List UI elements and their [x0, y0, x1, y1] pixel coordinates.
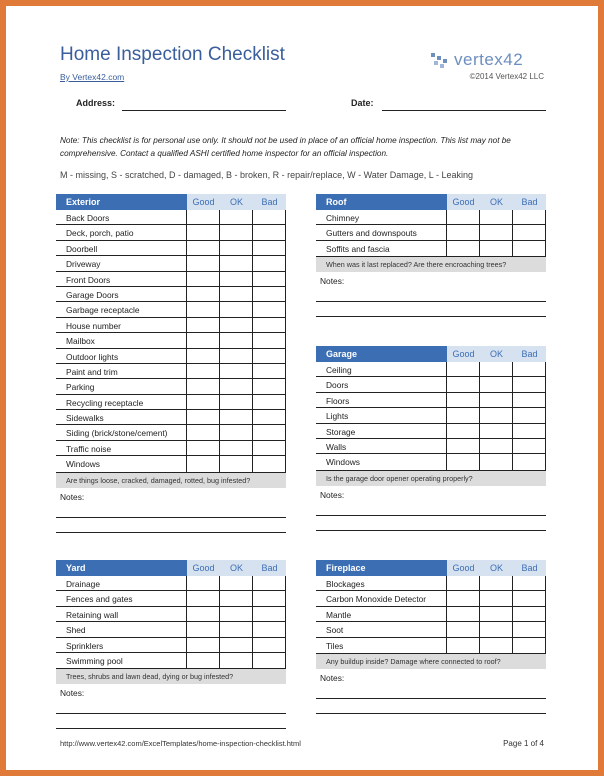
rating-cell-good[interactable]: [446, 591, 479, 605]
checklist-row: [56, 576, 285, 591]
rating-cell-bad[interactable]: [252, 241, 285, 255]
rating-cell-bad[interactable]: [252, 653, 285, 668]
checklist-row: [316, 576, 545, 591]
notes-label: Notes:: [60, 688, 85, 699]
rating-cell-bad[interactable]: [252, 333, 285, 347]
item-label: Doors: [326, 380, 349, 391]
item-label: Ceiling: [326, 365, 352, 375]
rating-cell-good[interactable]: [186, 364, 219, 378]
item-label: Blockages: [326, 579, 365, 589]
column-header-bad: Bad: [513, 194, 546, 210]
rating-cell-bad[interactable]: [512, 454, 545, 469]
rating-cell-bad[interactable]: [252, 302, 285, 316]
address-field[interactable]: [122, 110, 286, 111]
column-header-ok: OK: [480, 346, 513, 362]
notes-line[interactable]: [316, 698, 546, 699]
checklist-page: [6, 6, 598, 770]
column-header-good: Good: [447, 560, 480, 576]
section-title: Yard: [56, 560, 187, 576]
item-label: Front Doors: [66, 274, 111, 285]
rating-cell-ok[interactable]: [219, 638, 252, 652]
rating-cell-good[interactable]: [446, 225, 479, 239]
copyright-text: ©2014 Vertex42 LLC: [469, 72, 544, 81]
rating-cell-good[interactable]: [446, 393, 479, 407]
section-title: Fireplace: [316, 560, 447, 576]
section-title: Roof: [316, 194, 447, 210]
checklist-row: [316, 638, 545, 653]
notes-label: Notes:: [320, 489, 345, 500]
notes-line[interactable]: [56, 728, 286, 729]
checklist-row: [316, 377, 545, 392]
rating-cell-bad[interactable]: [252, 456, 285, 471]
rating-cell-bad[interactable]: [252, 210, 285, 224]
rating-cell-bad[interactable]: [252, 410, 285, 424]
checklist-row: [316, 439, 545, 454]
checklist-row: [316, 393, 545, 408]
notes-label: Notes:: [320, 276, 345, 287]
rating-cell-ok[interactable]: [219, 318, 252, 332]
column-header-good: Good: [447, 194, 480, 210]
item-label: Carbon Monoxide Detector: [326, 594, 427, 605]
disclaimer-note: Note: This checklist is for personal use only. It should not be used in place of an official home inspection. This list may not be comprehensive. Contact a qualified ASHI certified home inspector for an official inspection.: [60, 136, 511, 158]
rating-cell-ok[interactable]: [219, 410, 252, 424]
item-label: Shed: [66, 625, 86, 636]
item-label: Walls: [326, 441, 347, 452]
section-question: Are things loose, cracked, damaged, rotted, bug infested?: [56, 473, 286, 488]
item-label: Sidewalks: [66, 413, 104, 424]
checklist-row: [56, 364, 285, 379]
column-header-bad: Bad: [513, 560, 546, 576]
checklist-row: [56, 607, 285, 622]
rating-cell-bad[interactable]: [512, 393, 545, 407]
rating-cell-ok[interactable]: [219, 287, 252, 301]
rating-cell-good[interactable]: [446, 424, 479, 438]
item-label: Garage Doors: [66, 289, 119, 300]
rating-cell-good[interactable]: [186, 379, 219, 393]
notes-line[interactable]: [316, 515, 546, 516]
rating-cell-bad[interactable]: [252, 441, 285, 455]
rating-cell-bad[interactable]: [252, 638, 285, 652]
rating-cell-ok[interactable]: [479, 210, 512, 224]
checklist-row: [56, 272, 285, 287]
rating-cell-ok[interactable]: [219, 441, 252, 455]
item-label: Deck, porch, patio: [66, 228, 134, 239]
item-label: Windows: [326, 457, 360, 468]
rating-cell-good[interactable]: [186, 225, 219, 239]
section-title: Garage: [316, 346, 447, 362]
checklist-row: [56, 653, 285, 668]
rating-cell-good[interactable]: [186, 591, 219, 605]
exterior-section: [56, 194, 286, 533]
section-header: [56, 194, 286, 210]
checklist-row: [316, 424, 545, 439]
item-label: Mailbox: [66, 336, 95, 347]
rating-cell-bad[interactable]: [252, 576, 285, 590]
column-header-ok: OK: [480, 560, 513, 576]
rating-cell-ok[interactable]: [219, 272, 252, 286]
checklist-rows: [316, 362, 546, 471]
section-question: Is the garage door opener operating properly?: [316, 471, 546, 486]
checklist-row: [56, 425, 285, 440]
item-label: Soffits and fascia: [326, 243, 390, 254]
item-label: Storage: [326, 426, 356, 437]
section-title: Exterior: [56, 194, 187, 210]
checklist-row: [56, 349, 285, 364]
notes-line[interactable]: [316, 301, 546, 302]
notes-label: Notes:: [60, 491, 85, 502]
checklist-row: [56, 456, 285, 471]
item-label: Retaining wall: [66, 609, 119, 620]
checklist-row: [56, 591, 285, 606]
checklist-row: [316, 362, 545, 377]
rating-cell-ok[interactable]: [219, 225, 252, 239]
column-header-good: Good: [447, 346, 480, 362]
rating-cell-bad[interactable]: [512, 424, 545, 438]
rating-cell-ok[interactable]: [479, 377, 512, 391]
rating-cell-good[interactable]: [446, 638, 479, 653]
rating-cell-good[interactable]: [186, 607, 219, 621]
item-label: Siding (brick/stone/cement): [66, 428, 168, 439]
rating-cell-bad[interactable]: [512, 591, 545, 605]
rating-cell-good[interactable]: [186, 349, 219, 363]
rating-cell-bad[interactable]: [512, 210, 545, 224]
rating-cell-bad[interactable]: [512, 408, 545, 422]
item-label: Recycling receptacle: [66, 397, 144, 408]
item-label: Outdoor lights: [66, 351, 119, 362]
page-number: Page 1 of 4: [503, 739, 544, 748]
rating-cell-ok[interactable]: [479, 408, 512, 422]
notes-line[interactable]: [56, 517, 286, 518]
item-label: Swimming pool: [66, 655, 123, 666]
yard-section: [56, 560, 286, 729]
checklist-row: [56, 379, 285, 394]
rating-cell-good[interactable]: [186, 210, 219, 224]
rating-cell-bad[interactable]: [512, 638, 545, 653]
checklist-row: [316, 607, 545, 622]
rating-cell-good[interactable]: [446, 439, 479, 453]
checklist-rows: [56, 210, 286, 473]
checklist-row: [56, 622, 285, 637]
address-label: Address:: [76, 98, 116, 108]
section-header: [316, 346, 546, 362]
rating-cell-good[interactable]: [446, 210, 479, 224]
rating-cell-ok[interactable]: [479, 622, 512, 636]
notes-line[interactable]: [316, 530, 546, 531]
column-header-bad: Bad: [513, 346, 546, 362]
rating-cell-ok[interactable]: [219, 622, 252, 636]
rating-cell-ok[interactable]: [219, 302, 252, 316]
rating-cell-bad[interactable]: [252, 272, 285, 286]
rating-cell-ok[interactable]: [479, 576, 512, 590]
vertex42-logo-icon: [430, 51, 450, 69]
checklist-row: [316, 210, 545, 225]
notes-label: Notes:: [320, 672, 345, 683]
item-label: Mantle: [326, 609, 352, 620]
rating-cell-good[interactable]: [186, 395, 219, 409]
rating-cell-bad[interactable]: [252, 607, 285, 621]
item-label: Windows: [66, 459, 100, 470]
rating-cell-bad[interactable]: [512, 241, 545, 256]
rating-cell-bad[interactable]: [252, 379, 285, 393]
section-header: [316, 560, 546, 576]
rating-cell-bad[interactable]: [252, 225, 285, 239]
roof-section: [316, 194, 546, 317]
rating-cell-bad[interactable]: [252, 591, 285, 605]
rating-cell-ok[interactable]: [479, 393, 512, 407]
column-header-good: Good: [187, 560, 220, 576]
rating-cell-good[interactable]: [186, 441, 219, 455]
checklist-row: [316, 241, 545, 256]
rating-cell-ok[interactable]: [479, 225, 512, 239]
rating-cell-ok[interactable]: [479, 591, 512, 605]
rating-cell-good[interactable]: [186, 456, 219, 471]
rating-cell-ok[interactable]: [479, 362, 512, 376]
date-label: Date:: [351, 98, 374, 108]
rating-cell-bad[interactable]: [512, 439, 545, 453]
section-header: [316, 194, 546, 210]
rating-cell-good[interactable]: [186, 256, 219, 270]
checklist-row: [56, 395, 285, 410]
item-label: Gutters and downspouts: [326, 228, 417, 239]
logo-text: vertex42: [454, 50, 524, 69]
checklist-row: [316, 225, 545, 240]
rating-cell-bad[interactable]: [252, 622, 285, 636]
rating-cell-bad[interactable]: [252, 349, 285, 363]
rating-cell-bad[interactable]: [512, 622, 545, 636]
rating-cell-ok[interactable]: [479, 424, 512, 438]
checklist-row: [56, 441, 285, 456]
column-header-good: Good: [187, 194, 220, 210]
rating-cell-good[interactable]: [186, 638, 219, 652]
column-header-ok: OK: [480, 194, 513, 210]
column-header-bad: Bad: [253, 194, 286, 210]
rating-cell-good[interactable]: [186, 653, 219, 668]
date-field[interactable]: [382, 110, 546, 111]
rating-cell-good[interactable]: [186, 272, 219, 286]
rating-cell-good[interactable]: [446, 454, 479, 469]
item-label: Soot: [326, 625, 344, 636]
item-label: House number: [66, 320, 121, 331]
item-label: Paint and trim: [66, 366, 118, 377]
section-header: [56, 560, 286, 576]
notes-line[interactable]: [56, 532, 286, 533]
rating-cell-ok[interactable]: [219, 607, 252, 621]
rating-cell-bad[interactable]: [512, 377, 545, 391]
rating-cell-ok[interactable]: [219, 349, 252, 363]
checklist-row: [316, 408, 545, 423]
rating-cell-bad[interactable]: [252, 364, 285, 378]
rating-cell-good[interactable]: [186, 302, 219, 316]
checklist-row: [56, 210, 285, 225]
checklist-row: [316, 622, 545, 637]
notes-line[interactable]: [316, 316, 546, 317]
checklist-row: [316, 591, 545, 606]
checklist-row: [316, 454, 545, 469]
page-title: Home Inspection Checklist: [60, 44, 285, 65]
rating-cell-ok[interactable]: [219, 395, 252, 409]
rating-cell-good[interactable]: [446, 362, 479, 376]
rating-cell-ok[interactable]: [219, 653, 252, 668]
rating-cell-good[interactable]: [446, 576, 479, 590]
column-header-bad: Bad: [253, 560, 286, 576]
rating-cell-ok[interactable]: [219, 576, 252, 590]
rating-cell-good[interactable]: [186, 318, 219, 332]
checklist-row: [56, 287, 285, 302]
byline-link[interactable]: By Vertex42.com: [60, 72, 125, 82]
rating-cell-bad[interactable]: [252, 425, 285, 439]
rating-cell-good[interactable]: [186, 576, 219, 590]
item-label: Floors: [326, 395, 350, 406]
item-label: Garbage receptacle: [66, 305, 140, 316]
checklist-rows: [316, 576, 546, 654]
rating-cell-ok[interactable]: [219, 425, 252, 439]
checklist-row: [56, 318, 285, 333]
column-header-ok: OK: [220, 194, 253, 210]
checklist-row: [56, 225, 285, 240]
rating-cell-ok[interactable]: [479, 439, 512, 453]
footer-url[interactable]: http://www.vertex42.com/ExcelTemplates/home-inspection-checklist.html: [60, 739, 301, 748]
rating-cell-good[interactable]: [186, 333, 219, 347]
rating-cell-bad[interactable]: [252, 395, 285, 409]
rating-cell-good[interactable]: [186, 425, 219, 439]
item-label: Back Doors: [66, 213, 110, 223]
column-header-ok: OK: [220, 560, 253, 576]
checklist-rows: [56, 576, 286, 669]
item-label: Doorbell: [66, 243, 98, 254]
rating-cell-good[interactable]: [446, 241, 479, 256]
notes-line[interactable]: [56, 713, 286, 714]
rating-cell-good[interactable]: [446, 622, 479, 636]
rating-cell-bad[interactable]: [512, 607, 545, 621]
rating-cell-ok[interactable]: [219, 591, 252, 605]
rating-cell-ok[interactable]: [479, 638, 512, 653]
rating-cell-good[interactable]: [186, 622, 219, 636]
rating-cell-ok[interactable]: [479, 454, 512, 469]
rating-cell-ok[interactable]: [219, 256, 252, 270]
checklist-row: [56, 241, 285, 256]
rating-cell-good[interactable]: [186, 287, 219, 301]
rating-cell-ok[interactable]: [219, 241, 252, 255]
checklist-row: [56, 638, 285, 653]
rating-cell-bad[interactable]: [252, 256, 285, 270]
rating-cell-good[interactable]: [186, 241, 219, 255]
rating-cell-ok[interactable]: [219, 210, 252, 224]
rating-cell-bad[interactable]: [512, 362, 545, 376]
checklist-row: [56, 333, 285, 348]
item-label: Sprinklers: [66, 640, 104, 651]
fireplace-section: [316, 560, 546, 714]
garage-section: [316, 346, 546, 531]
rating-cell-ok[interactable]: [219, 379, 252, 393]
item-label: Lights: [326, 411, 349, 422]
section-question: When was it last replaced? Are there encroaching trees?: [316, 257, 546, 272]
notes-line[interactable]: [316, 713, 546, 714]
section-question: Any buildup inside? Damage where connected to roof?: [316, 654, 546, 669]
vertex42-logo: [430, 50, 523, 70]
rating-cell-ok[interactable]: [479, 241, 512, 256]
rating-cell-ok[interactable]: [219, 456, 252, 471]
rating-cell-good[interactable]: [186, 410, 219, 424]
rating-cell-bad[interactable]: [512, 225, 545, 239]
item-label: Chimney: [326, 213, 360, 223]
rating-cell-good[interactable]: [446, 607, 479, 621]
rating-cell-good[interactable]: [446, 377, 479, 391]
item-label: Traffic noise: [66, 443, 112, 454]
rating-cell-ok[interactable]: [219, 333, 252, 347]
item-label: Driveway: [66, 259, 101, 270]
checklist-row: [56, 256, 285, 271]
rating-cell-bad[interactable]: [512, 576, 545, 590]
item-label: Drainage: [66, 579, 100, 589]
item-label: Parking: [66, 382, 95, 393]
section-question: Trees, shrubs and lawn dead, dying or bug infested?: [56, 669, 286, 684]
rating-cell-ok[interactable]: [479, 607, 512, 621]
checklist-row: [56, 410, 285, 425]
rating-cell-bad[interactable]: [252, 287, 285, 301]
rating-cell-good[interactable]: [446, 408, 479, 422]
rating-cell-bad[interactable]: [252, 318, 285, 332]
checklist-rows: [316, 210, 546, 257]
checklist-row: [56, 302, 285, 317]
rating-cell-ok[interactable]: [219, 364, 252, 378]
condition-legend: M - missing, S - scratched, D - damaged, B - broken, R - repair/replace, W - Water Damage, L - Leaking: [60, 170, 473, 180]
item-label: Fences and gates: [66, 594, 133, 605]
item-label: Tiles: [326, 640, 344, 651]
